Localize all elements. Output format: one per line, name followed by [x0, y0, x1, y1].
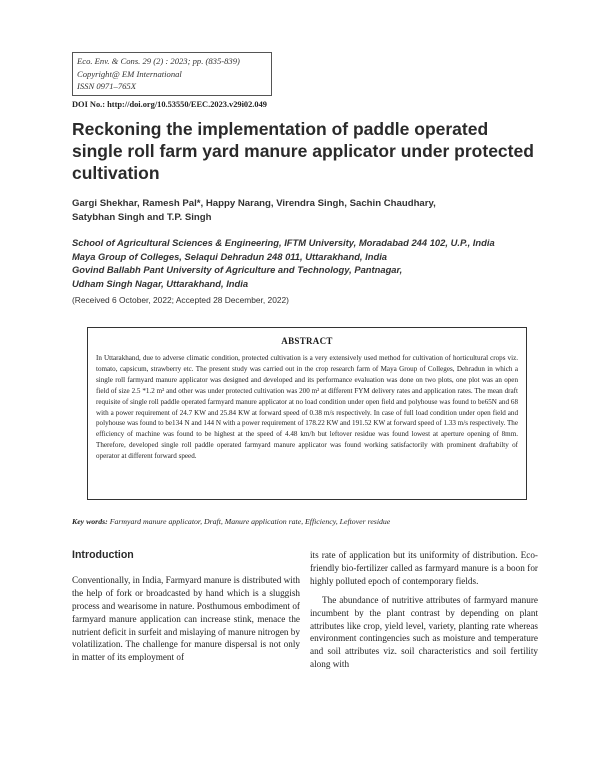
received-dates: (Received 6 October, 2022; Accepted 28 December, 2022) — [72, 295, 289, 305]
author-line-2: Satybhan Singh and T.P. Singh — [72, 212, 212, 223]
body-column-left — [72, 549, 300, 664]
keywords-text: Farmyard manure applicator, Draft, Manure application rate, Efficiency, Leftover residue — [109, 517, 391, 526]
doi-link[interactable]: DOI No.: http://doi.org/10.53550/EEC.2023.v29i02.049 — [72, 100, 267, 109]
body-column-right — [310, 549, 538, 671]
abstract-box — [87, 327, 527, 500]
affiliation-line: Govind Ballabh Pant University of Agriculture and Technology, Pantnagar, — [72, 264, 403, 275]
abstract-heading: ABSTRACT — [281, 336, 333, 346]
affiliation-line: School of Agricultural Sciences & Engineering, IFTM University, Moradabad 244 102, U.P., India — [72, 237, 495, 248]
journal-copyright: Copyright@ EM International — [77, 68, 182, 79]
body-paragraph: The abundance of nutritive attributes of farmyard manure incumbent by the plant contrast by depending on plant attributes like crop, yield level, variety, planting rate whereas environment contingencies such as moisture and temperature and soil attributes viz. soil characteristics and soil fertility along with — [310, 594, 538, 670]
affiliations — [72, 236, 542, 290]
body-paragraph: Conventionally, in India, Farmyard manure is distributed with the help of fork or broadcasted by hand which is a sluggish process and wearisome in nature. Posthumous embodiment of farmyard manure application can increase stink, menace the nutrient deficit in surfeit and mislaying of manure nitrogen by volatilization. The challenge for manure dispersal is not only in matter of its employment of — [72, 574, 300, 663]
author-list — [72, 197, 542, 225]
abstract-text: In Uttarakhand, due to adverse climatic condition, protected cultivation is a very extensively used method for cultivation of horticultural crops viz. tomato, capsicum, strawberry etc. The present study was carried out in the crop research farm of Maya Group of Colleges, Dehradun in which a single roll farmyard manure applicator was designed and developed and its performance evaluation was done on two plots, one plot was an open field of size 2.5 *1.2 m² and other was under protected cultivation was 200 m² at different FYM delivery rates and application rates. The mean draft requisite of single roll paddle operated farmyard manure applicator at no load condition under open field and polyhouse was found to be65N and 68 with a power requirement of 24.7 KW and 25.84 KW at forward speed of 0.38 m/s respectively. In case of full load condition under open field and polyhouse was found to be134 N and 144 N with a power requirement of 178.22 KW and 191.52 KW at forward speed of 1.33 m/s respectively. The efficiency of machine was found to be highest at the speed of 4.48 km/h but leftover residue was found lowest at aperture opening of 8mm. Therefore, developed single roll paddle operated farmyard manure applicator was found working satisfactorily with prominent draftabilty of operator at different forward speed. — [96, 354, 518, 461]
paper-title: Reckoning the implementation of paddle operated single roll farm yard manure applicator under protected cultivation — [72, 119, 534, 183]
journal-citation: Eco. Env. & Cons. 29 (2) : 2023; pp. (835-839) — [77, 56, 240, 66]
author-line-1: Gargi Shekhar, Ramesh Pal*, Happy Narang, Virendra Singh, Sachin Chaudhary, — [72, 198, 436, 209]
journal-issn: ISSN 0971–765X — [77, 81, 136, 91]
journal-citation-box — [72, 52, 272, 96]
affiliation-line: Udham Singh Nagar, Uttarakhand, India — [72, 277, 249, 289]
keywords-label: Key words: — [72, 517, 108, 526]
body-paragraph: its rate of application but its uniformity of distribution. Eco-friendly bio-fertilizer called as farmyard manure is a boon for highly polluted epoch of contemporary fields. — [310, 550, 538, 586]
affiliation-line: Maya Group of Colleges, Selaqui Dehradun 248 011, Uttarakhand, India — [72, 250, 388, 262]
section-heading-introduction: Introduction — [72, 549, 134, 561]
keywords — [72, 517, 542, 526]
